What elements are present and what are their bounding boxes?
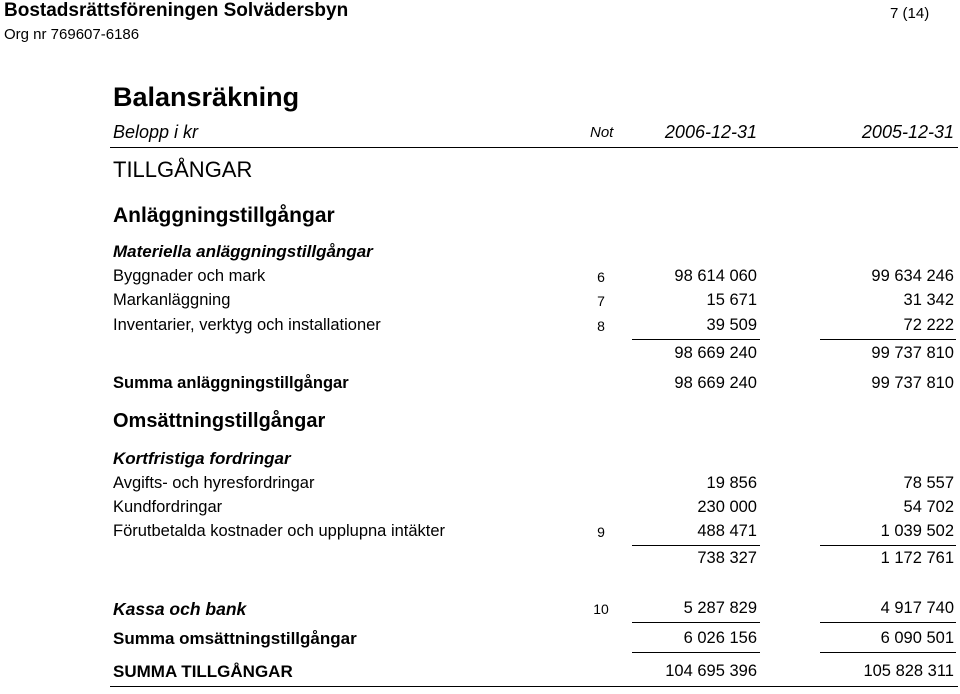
page-number: 7 (14) [890, 5, 930, 22]
underline-y1 [632, 622, 760, 623]
section-tangible: Materiella anläggningstillgångar [113, 242, 373, 261]
underline-y1 [632, 339, 760, 340]
sum-current-assets-y2: 6 090 501 [880, 629, 954, 647]
section-current-assets: Omsättningstillgångar [113, 410, 326, 432]
row-note-prepaid: 9 [597, 524, 605, 540]
subtotal-y1-receivables: 738 327 [697, 549, 757, 567]
row-y1-equipment: 39 509 [706, 316, 757, 334]
sum-current-assets-label: Summa omsättningstillgångar [113, 629, 357, 648]
row-label-buildings: Byggnader och mark [113, 267, 266, 285]
cash-y2: 4 917 740 [880, 599, 954, 617]
sum-fixed-assets-y1: 98 669 240 [674, 374, 757, 392]
row-note-equipment: 8 [597, 318, 605, 334]
header-divider [110, 147, 958, 148]
cash-label: Kassa och bank [113, 599, 247, 619]
cash-note: 10 [593, 601, 609, 617]
column-header-note: Not [590, 124, 614, 141]
row-y2-buildings: 99 634 246 [871, 267, 954, 285]
section-assets: TILLGÅNGAR [113, 157, 253, 182]
row-label-prepaid: Förutbetalda kostnader och upplupna intäkter [113, 522, 446, 540]
section-short-receivables: Kortfristiga fordringar [113, 449, 291, 468]
row-label-land-improvements: Markanläggning [113, 291, 231, 309]
total-assets-y2: 105 828 311 [863, 662, 954, 680]
row-y2-equipment: 72 222 [903, 316, 954, 334]
row-label-equipment: Inventarier, verktyg och installationer [113, 316, 381, 334]
total-underline [110, 686, 958, 687]
row-y2-customer-receivables: 54 702 [903, 498, 954, 516]
row-label-customer-receivables: Kundfordringar [113, 498, 223, 516]
underline-y1 [632, 545, 760, 546]
sum-fixed-assets-label: Summa anläggningstillgångar [113, 374, 349, 392]
row-y1-customer-receivables: 230 000 [697, 498, 757, 516]
column-header-year2: 2005-12-31 [861, 122, 954, 142]
underline-y1 [632, 652, 760, 653]
sum-fixed-assets-y2: 99 737 810 [871, 374, 954, 392]
column-header-label: Belopp i kr [113, 122, 199, 142]
row-y1-fee-receivables: 19 856 [706, 474, 757, 492]
row-y2-prepaid: 1 039 502 [880, 522, 954, 540]
org-number: Org nr 769607-6186 [4, 26, 140, 43]
page-title: Balansräkning [113, 82, 300, 112]
organization-name: Bostadsrättsföreningen Solvädersbyn [4, 0, 349, 21]
underline-y2 [820, 652, 956, 653]
row-note-buildings: 6 [597, 269, 605, 285]
underline-y2 [820, 622, 956, 623]
total-assets-y1: 104 695 396 [665, 662, 757, 680]
subtotal-y1-tangible: 98 669 240 [674, 344, 757, 362]
underline-y2 [820, 545, 956, 546]
underline-y2 [820, 339, 956, 340]
row-y1-land-improvements: 15 671 [706, 291, 757, 309]
row-label-fee-receivables: Avgifts- och hyresfordringar [113, 474, 315, 492]
row-y1-buildings: 98 614 060 [674, 267, 757, 285]
row-y1-prepaid: 488 471 [697, 522, 757, 540]
row-y2-land-improvements: 31 342 [903, 291, 954, 309]
row-note-land-improvements: 7 [597, 293, 605, 309]
subtotal-y2-receivables: 1 172 761 [880, 549, 954, 567]
row-y2-fee-receivables: 78 557 [903, 474, 954, 492]
total-assets-label: SUMMA TILLGÅNGAR [113, 662, 293, 681]
cash-y1: 5 287 829 [683, 599, 757, 617]
subtotal-y2-tangible: 99 737 810 [871, 344, 954, 362]
section-fixed-assets: Anläggningstillgångar [113, 204, 335, 227]
column-header-year1: 2006-12-31 [664, 122, 757, 142]
sum-current-assets-y1: 6 026 156 [683, 629, 757, 647]
